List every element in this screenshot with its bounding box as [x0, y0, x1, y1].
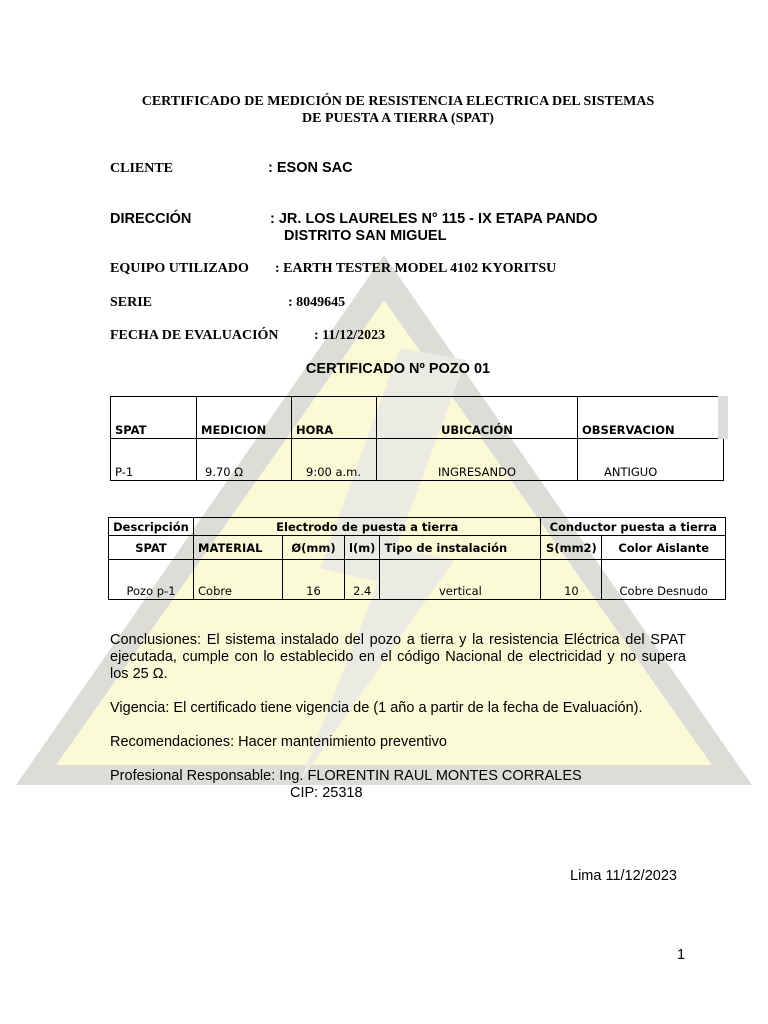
cell-spat: P-1 — [111, 439, 197, 481]
cell-spat-2: Pozo p-1 — [109, 560, 194, 600]
header-seccion: S(mm2) — [541, 536, 602, 560]
header-medicion: MEDICION — [197, 397, 292, 439]
recomendaciones-paragraph: Recomendaciones: Hacer mantenimiento preventivo — [110, 734, 447, 750]
place-date: Lima 11/12/2023 — [570, 868, 677, 884]
cell-tipo-instalacion: vertical — [380, 560, 541, 600]
measurement-table — [110, 396, 728, 481]
profesional-responsable: Profesional Responsable: Ing. FLORENTIN RAUL MONTES CORRALES — [110, 768, 582, 784]
cell-medicion: 9.70 Ω — [197, 439, 292, 481]
direccion-line-2: DISTRITO SAN MIGUEL — [284, 228, 447, 244]
header-hora: HORA — [292, 397, 377, 439]
electrode-table — [108, 517, 726, 600]
cell-material: Cobre — [194, 560, 283, 600]
cell-longitud: 2.4 — [345, 560, 380, 600]
page-number: 1 — [677, 947, 686, 963]
electrode-header-row — [109, 536, 726, 560]
table-row — [109, 560, 726, 600]
cell-color-aislante: Cobre Desnudo — [602, 560, 726, 600]
header-ubicacion: UBICACIÓN — [377, 397, 578, 439]
table-row — [111, 439, 724, 481]
measurement-header-row — [111, 397, 724, 439]
serie-label: SERIE — [110, 295, 153, 310]
cell-seccion: 10 — [541, 560, 602, 600]
direccion-value — [270, 211, 598, 245]
cell-ubicacion: INGRESANDO — [377, 439, 578, 481]
certificado-heading: CERTIFICADO Nº POZO 01 — [305, 361, 491, 377]
cell-observacion: ANTIGUO — [578, 439, 724, 481]
header-longitud: l(m) — [345, 536, 380, 560]
direccion-label: DIRECCIÓN — [110, 211, 192, 227]
header-color-aislante: Color Aislante — [602, 536, 726, 560]
cip-number: CIP: 25318 — [290, 785, 363, 801]
title-line-1: CERTIFICADO DE MEDICIÓN DE RESISTENCIA ELECTRICA DEL SISTEMAS — [141, 94, 655, 109]
header-material: MATERIAL — [194, 536, 283, 560]
vigencia-paragraph: Vigencia: El certificado tiene vigencia de (1 año a partir de la fecha de Evaluación). — [110, 700, 643, 716]
title-line-2: DE PUESTA A TIERRA (SPAT) — [302, 111, 494, 126]
fecha-value: : 11/12/2023 — [314, 328, 386, 343]
cell-diametro: 16 — [283, 560, 345, 600]
document-title — [100, 93, 696, 127]
electrode-group-header-row — [109, 518, 726, 536]
group-electrodo: Electrodo de puesta a tierra — [194, 518, 541, 536]
cell-hora: 9:00 a.m. — [292, 439, 377, 481]
header-tipo-instalacion: Tipo de instalación — [380, 536, 541, 560]
header-spat: SPAT — [111, 397, 197, 439]
group-conductor: Conductor puesta a tierra — [541, 518, 726, 536]
fecha-label: FECHA DE EVALUACIÓN — [110, 328, 279, 343]
cliente-value: : ESON SAC — [268, 160, 353, 176]
direccion-line-1: : JR. LOS LAURELES N° 115 - IX ETAPA PANDO — [270, 211, 598, 227]
header-diametro: Ø(mm) — [283, 536, 345, 560]
equipo-label: EQUIPO UTILIZADO — [110, 261, 249, 276]
conclusiones-paragraph: Conclusiones: El sistema instalado del pozo a tierra y la resistencia Eléctrica del SPAT ejecutada, cumple con lo establecido en el código Nacional de electricidad y no supera los 25 Ω. — [110, 632, 686, 682]
serie-value: : 8049645 — [288, 295, 346, 310]
cliente-label: CLIENTE — [110, 161, 174, 176]
group-descripcion: Descripción — [109, 518, 194, 536]
header-observacion: OBSERVACION — [578, 397, 724, 439]
header-spat-2: SPAT — [109, 536, 194, 560]
equipo-value: : EARTH TESTER MODEL 4102 KYORITSU — [275, 261, 557, 276]
